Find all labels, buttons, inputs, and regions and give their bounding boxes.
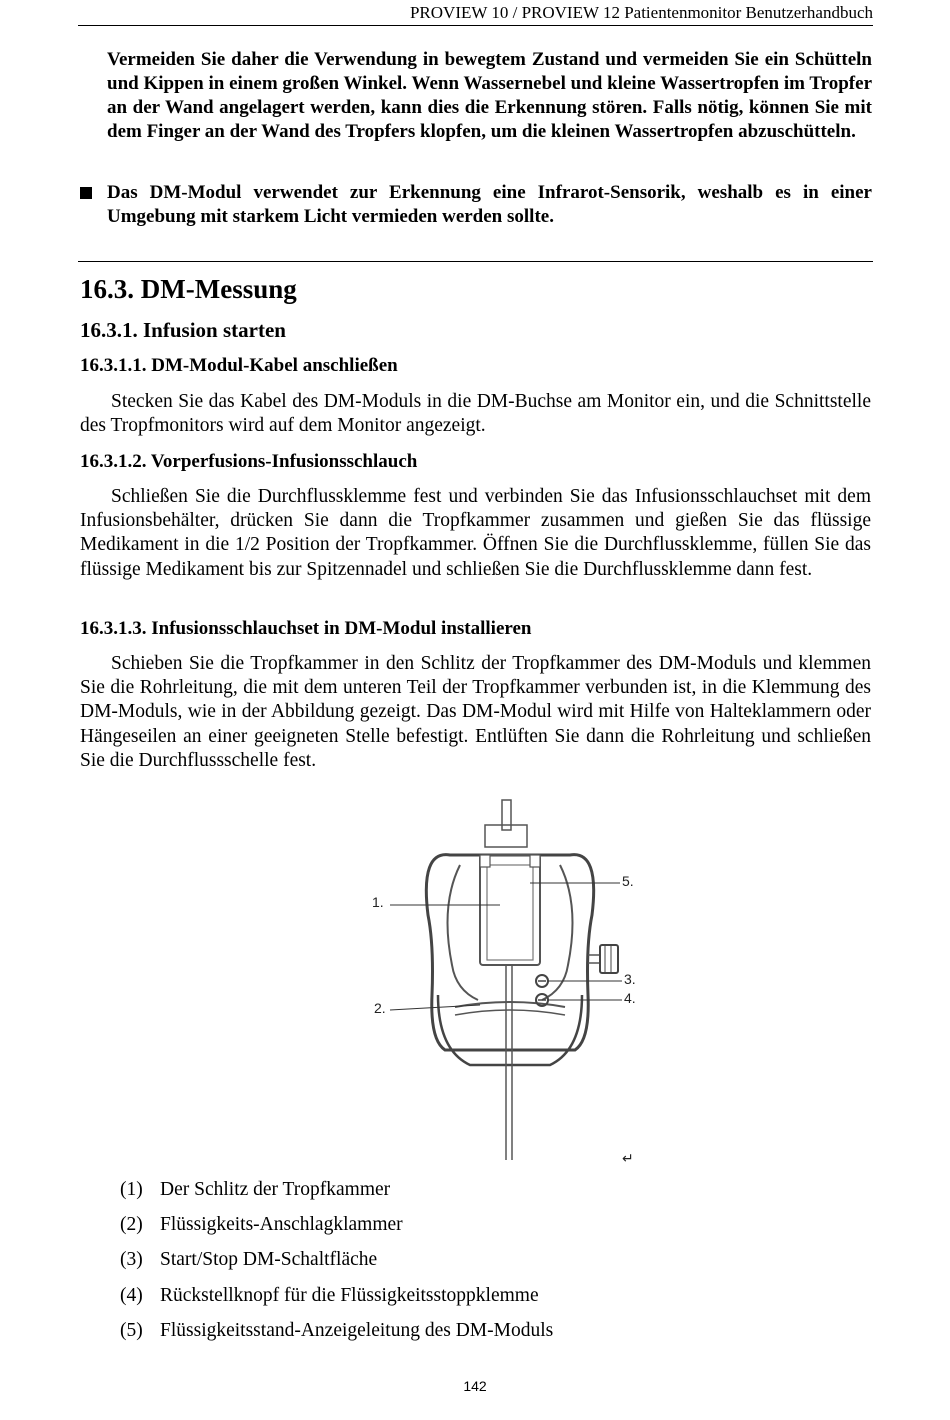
intro-bullet-text: Das DM-Modul verwendet zur Erkennung eine Infrarot-Sensorik, weshalb es in einer Umgebung mit starkem Licht vermieden werden sollte. — [107, 182, 872, 227]
intro-paragraph: Vermeiden Sie daher die Verwendung in bewegtem Zustand und vermeiden Sie ein Schütteln und Kippen in einem großen Winkel. Wenn Wassernebel und kleine Wassertropfen im Tropfer an der Wand angelagert werden, kann dies die Erkennung stören. Falls nötig, können Sie mit dem Finger an der Wand des Tropfers klopfen, um die kleinen Wassertropfen abzuschütteln. — [107, 49, 872, 142]
legend-item — [120, 1213, 403, 1237]
legend-item — [120, 1319, 553, 1343]
legend-text: Der Schlitz der Tropfkammer — [160, 1179, 391, 1200]
module-housing — [426, 855, 593, 1050]
legend-text: Flüssigkeits-Anschlagklammer — [160, 1214, 403, 1235]
legend-text: Flüssigkeitsstand-Anzeigeleitung des DM-Moduls — [160, 1320, 554, 1341]
legend-text: Start/Stop DM-Schaltfläche — [160, 1249, 378, 1270]
slot-clip-left — [480, 855, 490, 867]
drip-chamber-slot — [480, 855, 540, 965]
step-title: 16.3.1.1. DM-Modul-Kabel anschließen — [80, 355, 398, 376]
spike-connector — [485, 825, 527, 847]
callout-label-2: 2. — [374, 1000, 386, 1016]
clamp-bar — [455, 1002, 565, 1007]
clamp-bar-lower — [455, 1010, 565, 1015]
return-mark: ↵ — [622, 1150, 634, 1166]
header-rule — [78, 25, 873, 26]
callout-line-2 — [390, 1005, 480, 1010]
section-divider — [78, 261, 873, 262]
left-grip — [448, 865, 479, 1000]
legend-item — [120, 1284, 539, 1308]
subsection-title: 16.3.1. Infusion starten — [80, 318, 286, 342]
callout-label-5: 5. — [622, 873, 634, 889]
bullet-square-icon — [80, 187, 92, 199]
slot-clip-right — [530, 855, 540, 867]
legend-number: (5) — [120, 1320, 143, 1341]
running-header: PROVIEW 10 / PROVIEW 12 Patientenmonitor Benutzerhandbuch — [409, 3, 873, 22]
dm-module-figure — [360, 795, 670, 1170]
right-grip — [542, 865, 573, 1000]
step-text: Schließen Sie die Durchflussklemme fest und verbinden Sie das Infusionsschlauchset mit dem Infusionsbehälter, drücken Sie dann die Tropfkammer zusammen und gießen Sie das flüssige Medikament in die 1/2 Position der Tropfkammer. Öffnen Sie die Durchflussklemme, füllen Sie das flüssige Medikament bis zur Spitzennadel und schließen Sie die Durchflussklemme dann fest. — [80, 486, 871, 580]
step-title: 16.3.1.2. Vorperfusions-Infusionsschlauch — [80, 451, 418, 472]
legend-item — [120, 1248, 377, 1272]
legend-number: (2) — [120, 1214, 143, 1235]
step-title: 16.3.1.3. Infusionsschlauchset in DM-Modul installieren — [80, 618, 532, 639]
screw-thread — [588, 955, 600, 963]
page-number: 142 — [463, 1378, 487, 1394]
legend-text: Rückstellknopf für die Flüssigkeitsstoppklemme — [160, 1285, 539, 1306]
legend-number: (3) — [120, 1249, 143, 1270]
legend-item — [120, 1178, 390, 1202]
legend-number: (1) — [120, 1179, 143, 1200]
screw-knob — [600, 945, 618, 973]
step-text: Schieben Sie die Tropfkammer in den Schlitz der Tropfkammer des DM-Moduls und klemmen Sie die Rohrleitung, die mit dem unteren Teil der Tropfkammer verbunden ist, in die Klemmung des DM-Moduls, wie in der Abbildung gezeigt. Das DM-Modul wird mit Hilfe von Halteklammern oder Hängeseilen an einer geeigneten Stelle befestigt. Entlüften Sie dann die Rohrleitung und schließen Sie die Durchflussschelle fest. — [80, 653, 871, 771]
legend-number: (4) — [120, 1285, 143, 1306]
callout-label-1: 1. — [372, 894, 384, 910]
section-title: 16.3. DM-Messung — [80, 274, 297, 304]
callout-label-3: 3. — [624, 971, 636, 987]
drip-chamber — [487, 865, 533, 960]
callout-label-4: 4. — [624, 990, 636, 1006]
step-text: Stecken Sie das Kabel des DM-Moduls in die DM-Buchse am Monitor ein, und die Schnittstelle des Tropfmonitors wird auf dem Monitor angezeigt. — [80, 391, 871, 437]
